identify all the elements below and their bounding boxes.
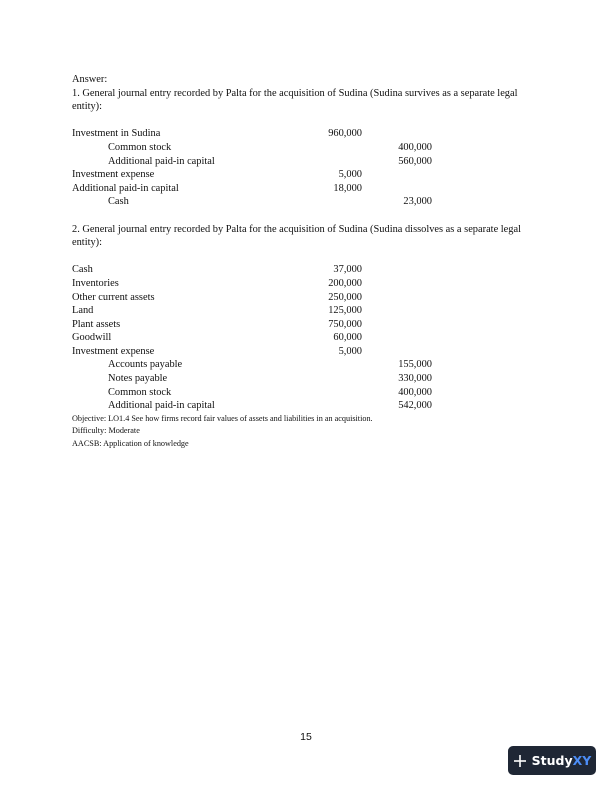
journal-row bbox=[72, 345, 542, 359]
account-name: Land bbox=[72, 305, 94, 317]
debit-amount: 750,000 bbox=[328, 318, 362, 330]
debit-amount: 18,000 bbox=[333, 182, 362, 194]
journal-row bbox=[72, 304, 542, 318]
account-name: Investment expense bbox=[72, 345, 155, 357]
answer-heading: Answer: bbox=[72, 74, 108, 85]
account-name: Investment in Sudina bbox=[72, 128, 161, 140]
account-name: Notes payable bbox=[108, 373, 168, 385]
account-name: Additional paid-in capital bbox=[72, 182, 179, 194]
journal-row bbox=[72, 331, 542, 345]
account-name: Accounts payable bbox=[108, 359, 183, 371]
difficulty-line: Difficulty: Moderate bbox=[72, 426, 140, 436]
journal-row bbox=[72, 127, 542, 141]
plus-icon bbox=[513, 754, 527, 768]
account-name: Additional paid-in capital bbox=[108, 400, 215, 412]
debit-amount: 5,000 bbox=[338, 345, 362, 357]
debit-amount: 960,000 bbox=[328, 128, 362, 140]
studyxy-badge[interactable] bbox=[508, 746, 596, 775]
journal-row bbox=[72, 141, 542, 155]
credit-amount: 155,000 bbox=[398, 359, 432, 371]
objective-line: Objective: LO1.4 See how firms record fair values of assets and liabilities in an acquisition. bbox=[72, 413, 373, 423]
account-name: Additional paid-in capital bbox=[108, 155, 215, 167]
account-name: Other current assets bbox=[72, 291, 155, 303]
journal-row bbox=[72, 263, 542, 277]
account-name: Cash bbox=[72, 264, 93, 276]
journal-row bbox=[72, 386, 542, 400]
credit-amount: 560,000 bbox=[398, 155, 432, 167]
journal-row bbox=[72, 168, 542, 182]
account-name: Investment expense bbox=[72, 169, 155, 181]
badge-text bbox=[532, 753, 592, 768]
account-name: Plant assets bbox=[72, 318, 121, 330]
credit-amount: 400,000 bbox=[398, 141, 432, 153]
credit-amount: 23,000 bbox=[403, 196, 432, 208]
journal-row bbox=[72, 318, 542, 332]
page-number: 15 bbox=[300, 731, 312, 743]
journal-row bbox=[72, 291, 542, 305]
account-name: Common stock bbox=[108, 141, 172, 153]
debit-amount: 125,000 bbox=[328, 305, 362, 317]
debit-amount: 200,000 bbox=[328, 277, 362, 289]
journal-row bbox=[72, 155, 542, 169]
journal-row bbox=[72, 399, 542, 413]
part2-intro: 2. General journal entry recorded by Palta for the acquisition of Sudina (Sudina dissolves as a separate legal entity): bbox=[72, 223, 521, 249]
debit-amount: 37,000 bbox=[333, 264, 362, 276]
account-name: Inventories bbox=[72, 277, 119, 289]
part1-intro: 1. General journal entry recorded by Palta for the acquisition of Sudina (Sudina survives as a separate legal entity): bbox=[72, 87, 518, 113]
answer-content bbox=[72, 73, 542, 450]
journal-entry-1 bbox=[72, 127, 542, 209]
account-name: Common stock bbox=[108, 386, 172, 398]
debit-amount: 250,000 bbox=[328, 291, 362, 303]
credit-amount: 330,000 bbox=[398, 373, 432, 385]
credit-amount: 400,000 bbox=[398, 386, 432, 398]
journal-row bbox=[72, 195, 542, 209]
aacsb-line: AACSB: Application of knowledge bbox=[72, 438, 189, 448]
account-name: Goodwill bbox=[72, 332, 112, 344]
debit-amount: 60,000 bbox=[333, 332, 362, 344]
journal-row bbox=[72, 277, 542, 291]
journal-row bbox=[72, 372, 542, 386]
badge-brand-accent: XY bbox=[572, 753, 592, 768]
credit-amount: 542,000 bbox=[398, 400, 432, 412]
account-name: Cash bbox=[108, 196, 129, 208]
journal-row bbox=[72, 182, 542, 196]
badge-brand: Study bbox=[531, 753, 573, 768]
journal-entry-2 bbox=[72, 263, 542, 413]
journal-row bbox=[72, 358, 542, 372]
debit-amount: 5,000 bbox=[338, 169, 362, 181]
